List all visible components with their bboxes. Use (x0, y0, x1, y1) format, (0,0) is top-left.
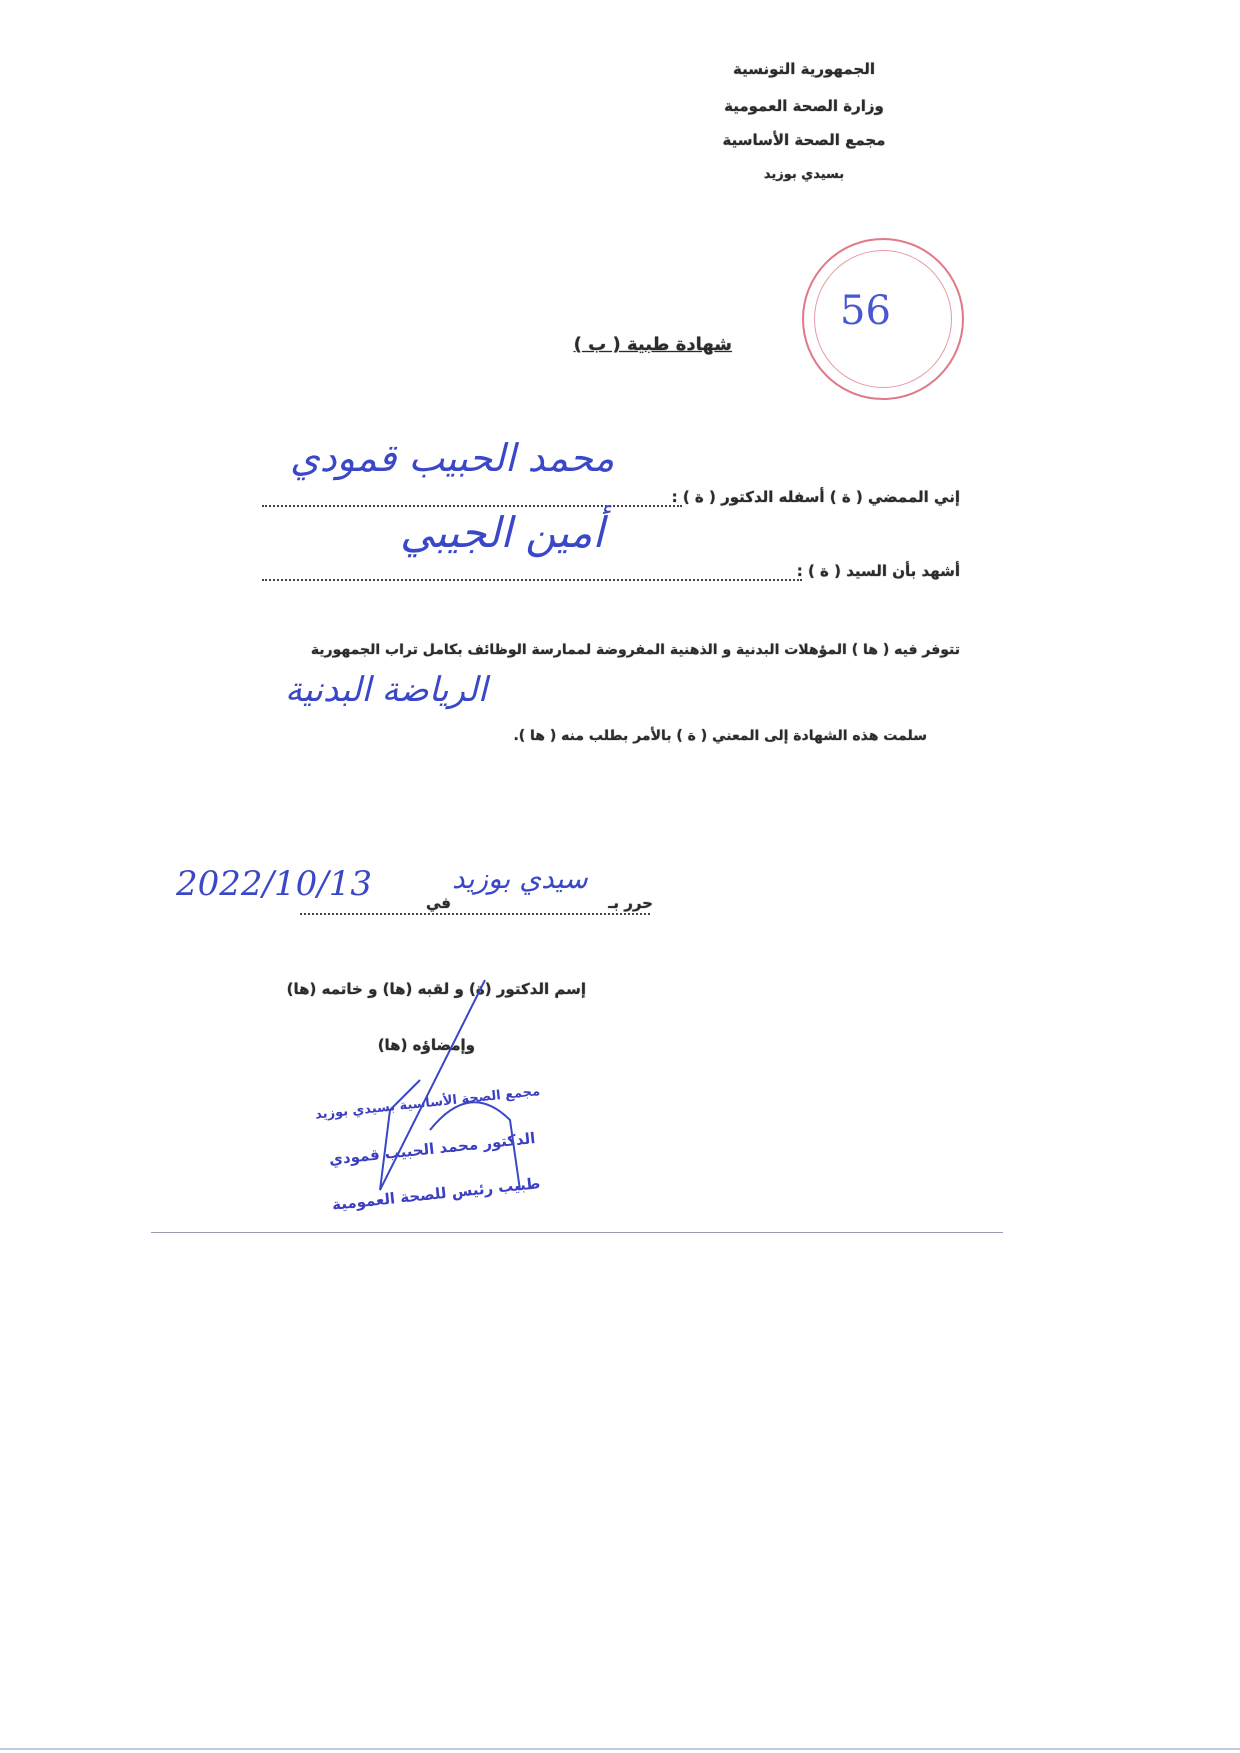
header-center: مجمع الصحة الأساسية (722, 131, 886, 149)
blue-stamp-line2: الدكتور محمد الحبيب قمودي (327, 1129, 536, 1169)
scan-edge (0, 1748, 1240, 1750)
issued-dotted-line (300, 913, 650, 915)
header-country: الجمهورية التونسية (733, 60, 875, 78)
issued-at-label: حرر بـ (608, 894, 653, 912)
header-ministry: وزارة الصحة العمومية (724, 97, 884, 115)
handwritten-signature (360, 960, 540, 1200)
qualifications-handwritten: الرياضة البدنية (285, 670, 488, 710)
patient-label: أشهد بأن السيد ( ة ) : (796, 562, 960, 580)
issued-place-handwritten: سيدي بوزيد (452, 862, 588, 895)
page-divider (151, 1232, 1003, 1233)
doctor-label: إني الممضي ( ة ) أسفله الدكتور ( ة ) : (671, 488, 960, 506)
issuance-statement: سلمت هذه الشهادة إلى المعني ( ة ) بالأمر بطلب منه ( ها ). (513, 728, 927, 744)
issued-date-handwritten: 2022/10/13 (176, 864, 372, 904)
document-title: شهادة طبية ( ب ) (573, 334, 732, 355)
signature-label: وإمضاؤه (ها) (377, 1036, 475, 1054)
patient-dotted-line (262, 579, 802, 581)
blue-stamp-line3: طبيب رئيس للصحة العمومية (331, 1174, 541, 1214)
header-city: بسيدي بوزيد (763, 167, 845, 182)
issued-on-label: في (426, 894, 451, 912)
qualifications-statement: تتوفر فيه ( ها ) المؤهلات البدنية و الذهنية المفروضة لممارسة الوظائف بكامل تراب الجمهورية (310, 642, 960, 658)
doctor-name-stamp-label: إسم الدكتور (ة) و لقبه (ها) و خاتمه (ها) (286, 980, 586, 998)
doctor-dotted-line (262, 505, 682, 507)
blue-stamp-line1: مجمع الصحة الأساسية بسيدي بوزيد (314, 1084, 541, 1123)
patient-name-handwritten: أمين الجيبي (400, 508, 605, 557)
doctor-name-handwritten: محمد الحبيب قمودي (290, 436, 615, 480)
stamp-number: 56 (840, 288, 891, 334)
